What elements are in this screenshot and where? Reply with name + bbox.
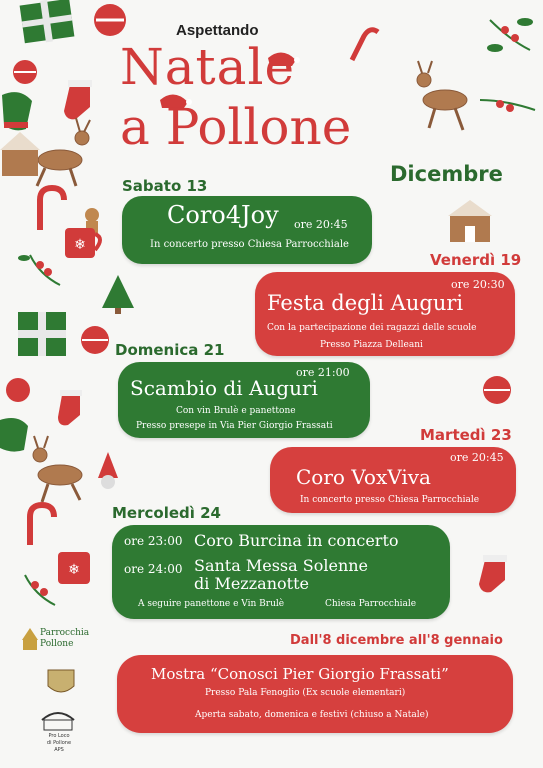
day-label: Mercoledì 24 — [112, 504, 221, 522]
gift-icon — [18, 312, 66, 356]
gingerbread-house-icon — [448, 200, 492, 242]
event-title: Coro4Joy — [167, 201, 279, 229]
event-detail: In concerto presso Chiesa Parrocchiale — [150, 239, 349, 250]
event-card — [118, 362, 370, 438]
reindeer-icon — [417, 61, 467, 130]
event-time: ore 24:00 — [124, 562, 183, 576]
ornament-icon — [6, 378, 30, 402]
mitten-icon — [2, 92, 32, 130]
day-label: Martedì 23 — [420, 426, 512, 444]
event-title: di Mezzanotte — [194, 574, 309, 593]
event-detail: In concerto presso Chiesa Parrocchiale — [300, 495, 480, 505]
parish-logo-text — [40, 628, 89, 650]
candy-cane-icon — [40, 188, 64, 230]
christmas-tree-icon — [102, 275, 134, 314]
event-title: Mostra “Conosci Pier Giorgio Frassati” — [151, 665, 449, 683]
event-time: ore 21:00 — [296, 366, 350, 379]
proloco-line: di Pollone APS — [46, 740, 72, 753]
parish-line: Pollone — [40, 639, 74, 649]
event-detail: Presso Pala Fenoglio (Ex scuole elementari) — [205, 688, 406, 698]
reindeer-icon — [33, 436, 82, 502]
event-title: Santa Messa Solenne — [194, 556, 369, 575]
coat-of-arms-icon — [48, 670, 74, 692]
candy-cane-icon — [352, 30, 378, 60]
month-label: Dicembre — [390, 162, 503, 186]
mug-icon — [65, 228, 100, 258]
stocking-icon — [58, 390, 82, 425]
page-title: Natale — [120, 38, 296, 96]
event-title: Scambio di Auguri — [130, 376, 318, 400]
event-card — [117, 655, 513, 733]
ornament-icon — [13, 60, 37, 84]
ornament-icon — [94, 4, 126, 36]
svg-text:❄: ❄ — [68, 562, 80, 578]
event-detail: A seguire panettone e Vin Brulè — [138, 599, 285, 609]
stocking-icon — [479, 555, 507, 592]
event-detail: Chiesa Parrocchiale — [325, 599, 417, 609]
proloco-logo-icon — [42, 713, 74, 730]
day-label: Venerdì 19 — [430, 251, 522, 269]
event-title: Festa degli Auguri — [267, 291, 464, 315]
event-time: ore 20:45 — [450, 451, 504, 464]
date-range-label: Dall'8 dicembre all'8 gennaio — [290, 633, 503, 648]
holly-icon — [25, 575, 55, 605]
event-time: ore 23:00 — [124, 534, 183, 548]
day-label: Domenica 21 — [115, 341, 225, 359]
mitten-icon — [0, 418, 28, 452]
event-card — [270, 447, 516, 513]
stocking-icon — [64, 80, 92, 119]
event-title: Coro Burcina in concerto — [194, 531, 399, 550]
day-label: Sabato 13 — [122, 177, 208, 195]
holly-icon — [480, 100, 535, 112]
page-title-line2: a Pollone — [120, 98, 352, 156]
event-detail: Presso Piazza Delleani — [320, 340, 423, 350]
mug-icon — [58, 552, 90, 584]
event-time: ore 20:45 — [294, 218, 348, 231]
event-time: ore 20:30 — [451, 278, 505, 291]
holly-icon — [487, 18, 533, 52]
event-title: Coro VoxViva — [296, 465, 431, 489]
svg-text:❄: ❄ — [74, 237, 86, 253]
candy-cane-icon — [30, 505, 54, 545]
ornament-icon — [483, 376, 511, 404]
reindeer-icon — [37, 118, 90, 186]
holly-icon — [18, 255, 60, 285]
proloco-line: Pro Loco — [48, 733, 70, 739]
event-detail: Con la partecipazione dei ragazzi delle scuole — [267, 323, 477, 333]
event-detail: Presso presepe in Via Pier Giorgio Frassati — [136, 421, 333, 431]
event-card — [255, 272, 515, 356]
event-detail: Con vin Brulè e panettone — [176, 406, 296, 416]
gift-icon — [20, 0, 75, 43]
ornament-icon — [81, 326, 109, 354]
parish-logo-icon — [22, 628, 38, 650]
parish-line: Parrocchia — [40, 628, 90, 638]
pretitle: Aspettando — [176, 22, 259, 39]
gnome-icon — [98, 452, 118, 489]
event-detail: Aperta sabato, domenica e festivi (chiuso a Natale) — [195, 710, 429, 720]
event-card — [122, 196, 372, 264]
event-card — [112, 525, 450, 619]
proloco-logo-text — [42, 733, 76, 754]
gingerbread-house-icon — [0, 132, 40, 176]
